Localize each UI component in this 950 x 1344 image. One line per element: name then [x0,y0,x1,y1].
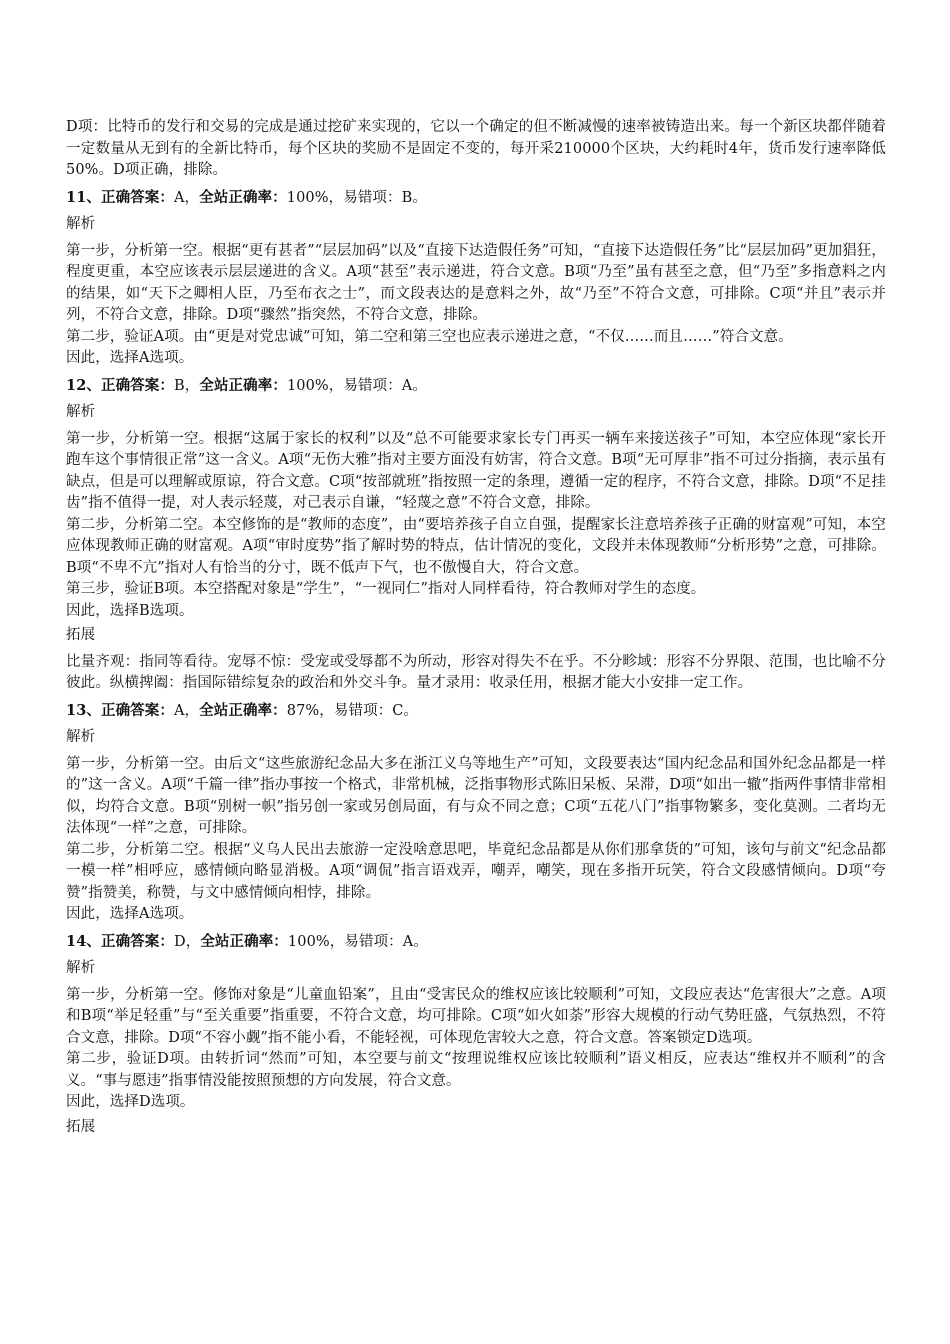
answer-label: 正确答案： [100,188,174,206]
rate-value: 100%，易错项：A。 [287,933,428,950]
answer-value: A， [173,702,200,719]
answer-label: 正确答案： [100,701,174,719]
option-d-explanation: D项：比特币的发行和交易的完成是通过挖矿来实现的，它以一个确定的但不断减慢的速率被铸造出来。每一个新区块都伴随着一定数量从无到有的全新比特币，每个区块的奖励不是固定不变的，每开采210000个区块，大约耗时4年，货币发行速率降低50%。D项正确，排除。 [66,119,886,178]
answer-header [66,931,886,954]
analysis-label: 解析 [66,729,96,745]
rate-value: 87%，易错项：C。 [286,702,419,719]
question-12 [66,375,886,695]
step-paragraph: 第一步，分析第一空。修饰对象是“儿童血铅案”，且由“受害民众的维权应该比较顺利”可知，文段应表达“危害很大”之意。A项和B项“举足轻重”与“至关重要”指重要，不符合文意，均可排除。C项“如火如荼”形容大规模的行动气势旺盛，气氛热烈，不符合文意，排除。D项“不容小觑”指不能小看，不能轻视，可体现危害较大之意，符合文意。答案锁定D选项。 [66,986,886,1046]
conclusion: 因此，选择A选项。 [66,350,194,366]
step-paragraph: 第二步，验证D项。由转折词“然而”可知，本空要与前文“按理说维权应该比较顺利”语义相反，应表达“维权并不顺利”的含义。“事与愿违”指事情没能按照预想的方向发展，符合文意。 [66,1051,886,1089]
document-page [66,117,886,1143]
question-number: 11、 [66,188,101,206]
answer-label: 正确答案： [100,932,174,950]
analysis-label: 解析 [66,960,96,976]
rate-label: 全站正确率： [200,932,288,950]
step-paragraph: 第二步，分析第二空。根据“义乌人民出去旅游一定没啥意思吧，毕竟纪念品都是从你们那拿货的”可知，该句与前文“纪念品都一模一样”相呼应，感情倾向略显消极。A项“调侃”指言语戏弄，嘲弄，嘲笑，现在多指开玩笑，符合文段感情倾向。D项“夸赞”指赞美，称赞，与文中感情倾向相悖，排除。 [66,841,886,901]
analysis-label: 解析 [66,216,96,232]
answer-header [66,187,886,210]
question-11 [66,187,886,370]
analysis-label: 解析 [66,404,96,420]
conclusion: 因此，选择A选项。 [66,906,194,922]
answer-value: B， [173,377,200,394]
answer-value: D， [173,933,201,950]
question-14 [66,931,886,1139]
step-paragraph: 第二步，验证A项。由“更是对党忠诚”可知，第二空和第三空也应表示递进之意，“不仅……而且……”符合文意。 [66,328,793,345]
extension-paragraph: 比量齐观：指同等看待。宠辱不惊：受宠或受辱都不为所动，形容对得失不在乎。不分畛域：形容不分界限、范围，也比喻不分彼此。纵横捭阖：指国际错综复杂的政治和外交斗争。量才录用：收录任用，根据才能大小安排一定工作。 [66,653,886,691]
step-paragraph: 第一步，分析第一空。根据“更有甚者”“层层加码”以及“直接下达造假任务”可知，“直接下达造假任务”比“层层加码”更加猖狂，程度更重，本空应该表示层层递进的含义。A项“甚至”表示递进，符合文意。B项“乃至”虽有甚至之意，但“乃至”多指意料之内的结果，如“天下之卿相人臣，乃至布衣之士”，而文段表达的是意料之外，故“乃至”不符合文意，可排除。C项“并且”表示并列，不符合文意，排除。D项“骤然”指突然，不符合文意，排除。 [66,242,886,323]
answer-value: A， [173,189,200,206]
conclusion: 因此，选择B选项。 [66,602,194,619]
answer-header [66,700,886,723]
rate-label: 全站正确率： [199,701,287,719]
rate-value: 100%，易错项：B。 [286,189,427,206]
step-paragraph: 第一步，分析第一空。由后文“这些旅游纪念品大多在浙江义乌等地生产”可知，文段要表达“国内纪念品和国外纪念品都是一样的”这一含义。A项“千篇一律”指办事按一个格式，非常机械，泛指事物形式陈旧呆板、呆滞，D项“如出一辙”指两件事情非常相似，均符合文意。B项“别树一帜”指另创一家或另创局面，有与众不同之意；C项“五花八门”指事物繁多，变化莫测。二者均无法体现“一样”之意，可排除。 [66,755,886,836]
step-paragraph: 第一步，分析第一空。根据“这属于家长的权利”以及“总不可能要求家长专门再买一辆车来接送孩子”可知，本空应体现“家长开跑车这个事情很正常”这一含义。A项“无伤大雅”指对主要方面没有妨害，符合文意。B项“无可厚非”指不可过分指摘，表示虽有缺点，但是可以理解或原谅，符合文意。C项“按部就班”指按照一定的条理，遵循一定的程序，不符合文意，排除。D项“不足挂齿”指不值得一提，对人表示轻蔑，对己表示自谦，“轻蔑之意”不符合文意，排除。 [66,430,886,511]
conclusion: 因此，选择D选项。 [66,1094,195,1110]
question-13 [66,700,886,926]
question-number: 13、 [66,701,101,719]
answer-label: 正确答案： [100,376,174,394]
step-paragraph: 第二步，分析第二空。本空修饰的是“教师的态度”，由“要培养孩子自立自强，提醒家长注意培养孩子正确的财富观”可知，本空应体现教师正确的财富观。A项“审时度势”指了解时势的特点，估计情况的变化，文段并未体现教师“分析形势”之意，可排除。B项“不卑不亢”指对人有恰当的分寸，既不低声下气，也不傲慢自大，符合文意。 [66,516,886,576]
rate-value: 100%，易错项：A。 [286,377,427,394]
rate-label: 全站正确率： [199,188,287,206]
extension-label: 拓展 [66,1118,96,1135]
extension-label: 拓展 [66,627,96,643]
question-number: 14、 [66,932,101,950]
question-number: 12、 [66,376,101,394]
rate-label: 全站正确率： [199,376,287,394]
step-paragraph: 第三步，验证B项。本空搭配对象是“学生”，“一视同仁”指对人同样看待，符合教师对学生的态度。 [66,581,706,597]
answer-header [66,375,886,398]
